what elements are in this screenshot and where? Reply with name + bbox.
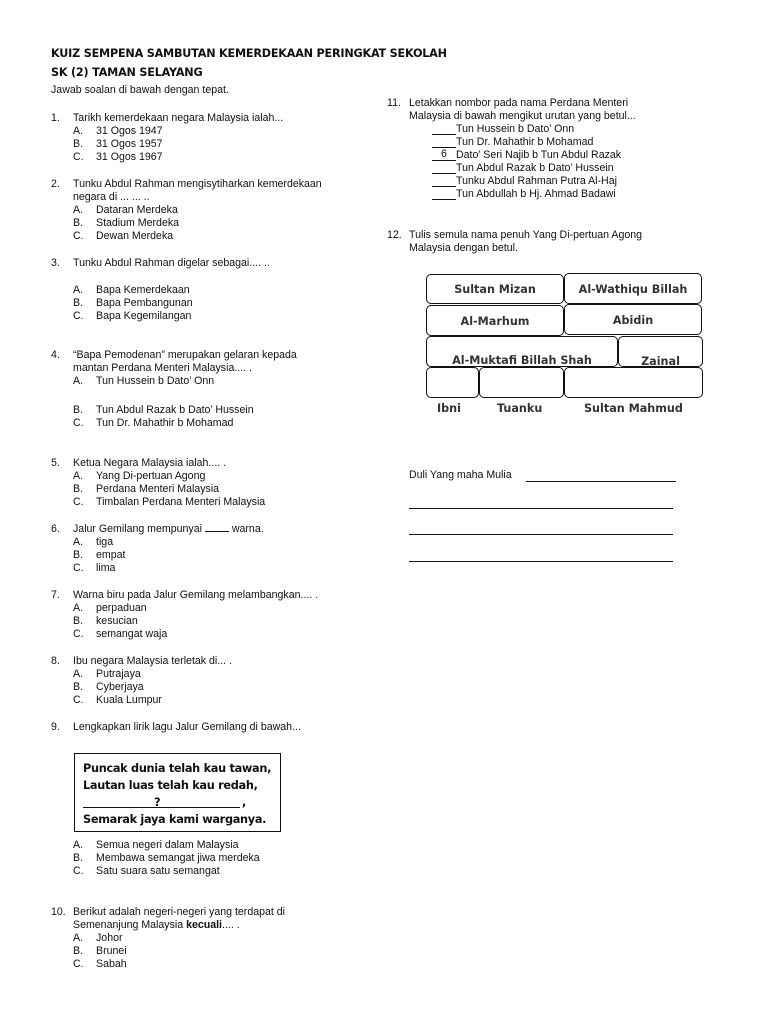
option-letter: C. [73,865,84,877]
option-letter: A. [73,668,84,680]
word-tile-abidin[interactable] [564,304,702,335]
option-c[interactable] [51,417,297,430]
option-c[interactable] [51,230,322,243]
option-text: tiga [96,536,114,548]
question-number: 3. [51,257,60,269]
option-letter: C. [73,628,84,640]
word-tile-al-marhum[interactable] [426,305,564,336]
word-tile-al-wathiqu-billah[interactable] [564,273,702,304]
option-c[interactable] [51,958,285,971]
pm-name: Tunku Abdul Rahman Putra Al-Haj [456,175,617,187]
option-text: Timbalan Perdana Menteri Malaysia [96,496,266,508]
pm-order-list [387,123,636,201]
option-letter: C. [73,694,84,706]
word-tile-al-muktafi-billah-shah[interactable] [426,336,618,367]
lyrics-box [74,753,281,832]
option-text: Membawa semangat jiwa merdeka [96,852,260,864]
order-number-input[interactable] [432,136,456,148]
option-letter: B. [73,217,84,229]
question-number: 2. [51,178,60,190]
question-number: 8. [51,655,60,667]
question-2 [51,178,322,243]
tile-label: Sultan Mizan [454,283,536,296]
option-text: 31 Ogos 1967 [96,151,163,163]
option-c[interactable] [51,628,318,641]
option-text: Kuala Lumpur [96,694,162,706]
question-9-options [51,839,260,878]
pm-order-item [432,175,636,188]
option-c[interactable] [51,694,232,707]
question-number: 11. [387,97,401,109]
loose-word-ibni: Ibni [437,402,461,415]
order-number-input[interactable] [432,162,456,174]
option-a[interactable] [51,536,264,549]
option-b[interactable] [51,404,297,417]
option-c[interactable] [51,562,264,575]
question-stem: Warna biru pada Jalur Gemilang melambangkan.... . [73,589,319,601]
tile-label: Al-Muktafi Billah Shah [452,354,592,367]
option-letter: A. [73,536,84,548]
question-stem: Tunku Abdul Rahman mengisytiharkan kemerdekaan [73,178,322,190]
tile-label: Abidin [612,314,654,327]
option-letter: C. [73,310,84,322]
option-text: lima [96,562,116,574]
option-text: 31 Ogos 1957 [96,138,163,150]
order-number-input[interactable] [432,188,456,200]
stem-text: Jalur Gemilang mempunyai [73,523,202,535]
option-a[interactable] [51,602,318,615]
option-letter: A. [73,470,84,482]
option-text: Satu suara satu semangat [96,865,220,877]
pm-name: Tun Hussein b Dato’ Onn [456,123,575,135]
lyric-line: Semarak jaya kami warganya. [83,813,267,826]
answer-line-3[interactable] [409,534,673,535]
pm-order-item [432,149,636,162]
pm-name: Tun Dr. Mahathir b Mohamad [456,136,594,148]
option-letter: A. [73,125,84,137]
question-stem-cont: negara di ... ... .. [73,191,150,203]
option-c[interactable] [51,865,260,878]
option-letter: A. [73,602,84,614]
question-stem [51,523,264,536]
question-stem: Berikut adalah negeri-negeri yang terdapat di [73,906,286,918]
option-letter: B. [73,549,84,561]
answer-prefix: Duli Yang maha Mulia [409,469,512,481]
option-text: Yang Di-pertuan Agong [96,470,206,482]
option-letter: C. [73,230,84,242]
pm-name: Dato’ Seri Najib b Tun Abdul Razak [456,149,622,161]
loose-word-sultan-mahmud: Sultan Mahmud [584,402,683,415]
option-c[interactable] [51,310,270,323]
question-stem: Ibu negara Malaysia terletak di... . [73,655,232,667]
option-text: perpaduan [96,602,147,614]
option-letter: B. [73,297,84,309]
option-c[interactable] [51,496,265,509]
lyric-blank-line[interactable] [83,794,280,811]
order-number-input[interactable]: 6 [432,149,456,161]
tile-label: Zainal [641,355,680,367]
question-10 [51,906,285,971]
option-text: semangat waja [96,628,168,640]
option-text: Sabah [96,958,127,970]
question-3 [51,257,270,323]
question-11 [387,97,636,201]
option-letter: A. [73,932,84,944]
option-a[interactable] [51,839,260,852]
question-stem: Letakkan nombor pada nama Perdana Menteri [409,97,629,109]
loose-word-tuanku: Tuanku [497,402,543,415]
question-8 [51,655,232,707]
question-number: 6. [51,523,60,535]
option-letter: C. [73,562,84,574]
blank-underline [83,807,240,808]
option-b[interactable] [51,945,285,958]
question-mark: ? [154,796,161,809]
option-letter: B. [73,483,84,495]
option-b[interactable] [51,681,232,694]
option-letter: C. [73,958,84,970]
quiz-title: KUIZ SEMPENA SAMBUTAN KEMERDEKAAN PERINGKAT SEKOLAH [51,47,447,60]
question-stem-cont: Malaysia dengan betul. [409,242,518,254]
school-name: SK (2) TAMAN SELAYANG [51,66,203,79]
question-stem: Lengkapkan lirik lagu Jalur Gemilang di bawah... [73,721,301,733]
lyric-line: Lautan luas telah kau redah, [83,779,258,792]
stem-text: Semenanjung Malaysia [73,919,187,931]
option-text: empat [96,549,126,561]
option-b[interactable] [51,217,322,230]
question-number: 5. [51,457,60,469]
option-text: 31 Ogos 1947 [96,125,163,137]
pm-order-item [432,136,636,149]
option-letter: B. [73,404,84,416]
lyric-line: Puncak dunia telah kau tawan, [83,762,272,775]
question-5 [51,457,265,509]
option-text: Johor [96,932,123,944]
comma: , [242,796,246,809]
pm-order-item [432,123,636,136]
instruction: Jawab soalan di bawah dengan tepat. [51,84,229,96]
option-text: Tun Dr. Mahathir b Mohamad [96,417,234,429]
question-stem: Tulis semula nama penuh Yang Di-pertuan Agong [409,229,643,241]
option-text: Putrajaya [96,668,141,680]
option-letter: A. [73,204,84,216]
question-stem: Tunku Abdul Rahman digelar sebagai.... .. [73,257,270,269]
question-4 [51,349,297,430]
option-text: Bapa Pembangunan [96,297,193,309]
question-number: 9. [51,721,60,733]
option-letter: A. [73,839,84,851]
word-tile-sultan-mizan[interactable] [426,274,564,304]
answer-line-4[interactable] [409,561,673,562]
option-letter: B. [73,852,84,864]
option-letter: A. [73,284,84,296]
option-text: Brunei [96,945,127,957]
word-tile-blank-1[interactable] [426,367,479,398]
option-text: Dewan Merdeka [96,230,174,242]
question-stem-cont [51,919,285,932]
stem-text: .... . [222,919,240,931]
question-stem: Tarikh kemerdekaan negara Malaysia ialah... [73,112,284,124]
option-text: Bapa Kemerdekaan [96,284,190,296]
option-letter: C. [73,417,84,429]
option-letter: B. [73,945,84,957]
tile-label: Al-Marhum [460,315,530,328]
question-6 [51,523,264,575]
question-7 [51,589,318,641]
option-a[interactable] [51,125,283,138]
option-text: Cyberjaya [96,681,144,693]
answer-line-2[interactable] [409,508,673,509]
question-number: 4. [51,349,60,361]
question-stem: “Bapa Pemodenan” merupakan gelaran kepada [73,349,297,361]
question-number: 1. [51,112,60,124]
question-stem-cont: mantan Perdana Menteri Malaysia.... . [73,362,253,374]
word-tile-blank-3[interactable] [564,367,703,398]
question-12 [387,229,642,255]
option-text: Dataran Merdeka [96,204,178,216]
option-letter: C. [73,151,84,163]
order-number-input[interactable] [432,123,456,135]
option-b[interactable] [51,297,270,310]
option-text: Tun Hussein b Dato’ Onn [96,375,215,387]
option-b[interactable] [51,483,265,496]
option-a[interactable] [51,375,297,388]
option-a[interactable] [51,470,265,483]
option-a[interactable] [51,284,270,297]
option-text: Bapa Kegemilangan [96,310,192,322]
option-text: Semua negeri dalam Malaysia [96,839,239,851]
tile-label: Al-Wathiqu Billah [578,283,688,296]
option-a[interactable] [51,204,322,217]
question-number: 10. [51,906,66,918]
option-letter: B. [73,615,84,627]
stem-emphasis: kecuali [186,919,223,931]
option-a[interactable] [51,668,232,681]
fill-blank[interactable] [205,531,229,532]
option-a[interactable] [51,932,285,945]
option-text: Tun Abdul Razak b Dato’ Hussein [96,404,254,416]
pm-order-item [432,188,636,201]
question-number: 12. [387,229,402,241]
question-stem: Ketua Negara Malaysia ialah.... . [73,457,227,469]
option-text: Perdana Menteri Malaysia [96,483,220,495]
pm-name: Tun Abdullah b Hj. Ahmad Badawi [456,188,616,200]
word-tile-blank-2[interactable] [479,367,564,398]
option-b[interactable] [51,138,283,151]
question-stem-cont: Malaysia di bawah mengikut urutan yang betul... [409,110,636,122]
option-letter: C. [73,496,84,508]
option-text: kesucian [96,615,138,627]
question-1 [51,112,283,164]
option-b[interactable] [51,852,260,865]
option-text: Stadium Merdeka [96,217,180,229]
question-number: 7. [51,589,60,601]
question-9 [51,721,301,734]
pm-name: Tun Abdul Razak b Dato’ Hussein [456,162,614,174]
option-letter: B. [73,138,84,150]
option-b[interactable] [51,549,264,562]
option-letter: B. [73,681,84,693]
order-number-input[interactable] [432,175,456,187]
option-letter: A. [73,375,84,387]
stem-text: warna. [231,523,264,535]
option-b[interactable] [51,615,318,628]
option-c[interactable] [51,151,283,164]
answer-line-1[interactable] [526,481,676,482]
word-tile-zainal[interactable] [618,336,703,367]
pm-order-item [432,162,636,175]
